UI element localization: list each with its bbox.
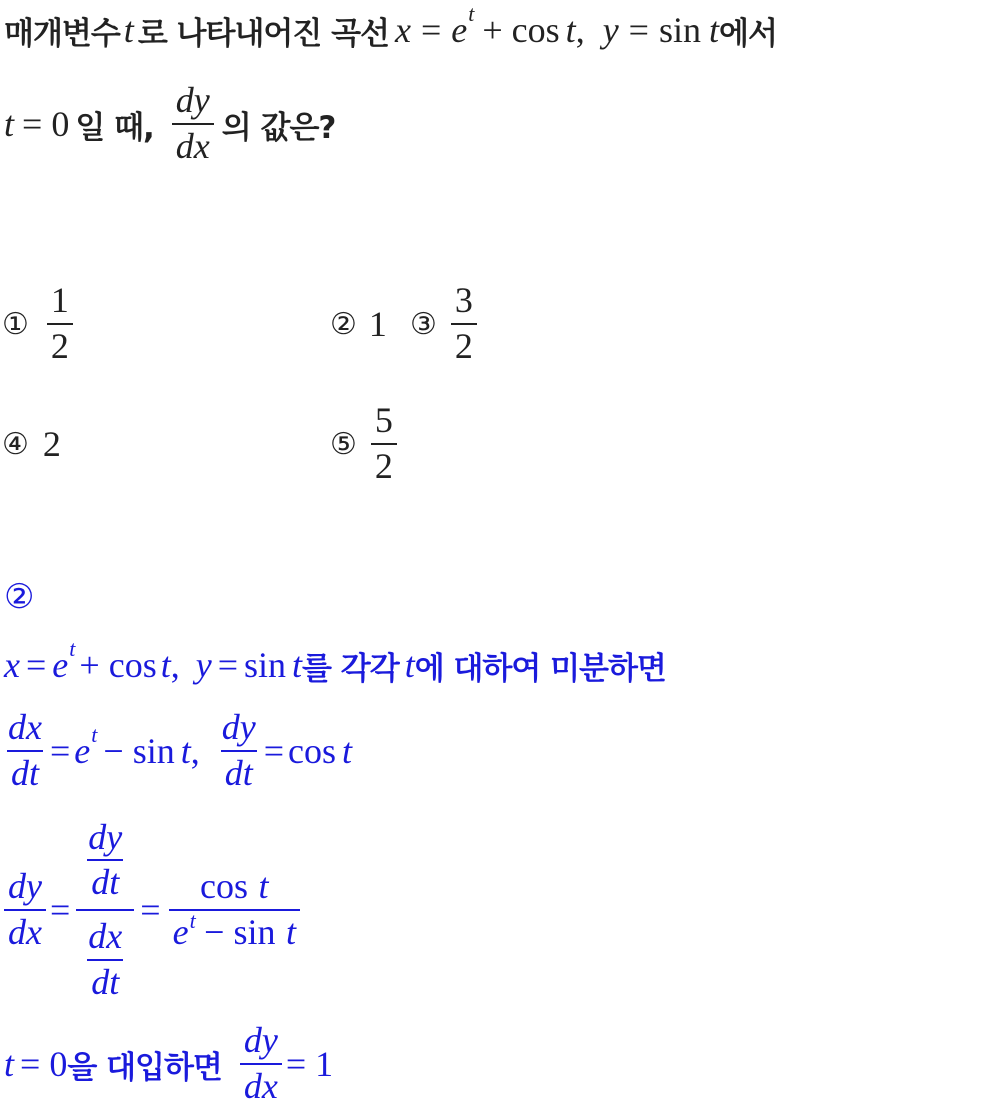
- choice-2[interactable]: [330, 298, 387, 350]
- choice-value: 1: [368, 304, 387, 344]
- choice-3[interactable]: [410, 278, 481, 370]
- choice-value: 2: [42, 424, 61, 464]
- math-equals: =: [49, 731, 71, 771]
- answer-mark-row: [4, 574, 34, 620]
- choice-fraction: $\frac{3}{2}$: [451, 281, 477, 366]
- choice-5[interactable]: [330, 398, 401, 490]
- math-plus-cos: + cos: [482, 10, 560, 50]
- math-equals-zero: = 0: [22, 104, 70, 144]
- math-x: x: [394, 10, 411, 50]
- fraction-dy-dx: $\frac{dy}{dx}$: [4, 867, 46, 952]
- solution-line-4: [4, 1022, 333, 1106]
- math-equals: =: [420, 10, 442, 50]
- choice-fraction: $\frac{1}{2}$: [47, 281, 73, 366]
- math-t: t: [709, 10, 720, 50]
- solution-line-1: [4, 636, 666, 690]
- question-text: 의 값은?: [221, 109, 336, 146]
- math-cos: cos: [288, 731, 337, 771]
- math-t: t: [180, 731, 191, 771]
- math-equals: =: [628, 10, 649, 50]
- math-plus-cos: + cos: [79, 645, 157, 685]
- math-t: t: [404, 645, 415, 685]
- math-equals: =: [217, 645, 239, 685]
- fraction-dy-dt: $\frac{dy}{dt}$: [88, 816, 123, 903]
- math-comma: ,: [575, 10, 585, 50]
- math-comma: ,: [190, 731, 200, 771]
- math-x: x: [4, 645, 20, 685]
- choice-fraction: $\frac{5}{2}$: [371, 401, 397, 486]
- compound-fraction: [76, 818, 134, 1002]
- question-text: 매개변수: [4, 15, 120, 52]
- math-equals: =: [25, 645, 47, 685]
- fraction-dy-dx: $\frac{dy}{dx}$: [172, 81, 214, 166]
- question-text: 에서: [719, 15, 777, 52]
- math-t: t: [292, 645, 303, 685]
- question-line-2: [4, 80, 335, 168]
- math-sin: sin: [244, 645, 287, 685]
- math-equals-zero: = 0: [20, 1044, 68, 1084]
- math-y: y: [602, 10, 619, 50]
- question-text: 일 때,: [75, 109, 154, 146]
- choice-mark: ④: [2, 426, 29, 462]
- math-equals: =: [140, 890, 161, 930]
- fraction-dx-dt: $\frac{dx}{dt}$: [8, 707, 42, 793]
- math-e: e: [52, 645, 69, 685]
- choice-mark: ②: [330, 306, 357, 342]
- choice-1[interactable]: [2, 278, 77, 370]
- question-text: 로 나타내어진 곡선: [137, 15, 389, 52]
- math-equals: =: [263, 731, 285, 771]
- math-equals: =: [49, 890, 71, 930]
- math-comma: ,: [170, 645, 180, 685]
- math-t: t: [160, 645, 171, 685]
- fraction-dy-dt: $\frac{dy}{dt}$: [221, 707, 256, 793]
- choice-mark: ③: [410, 306, 437, 342]
- fraction-dy-dx: $\frac{dy}{dx}$: [240, 1021, 282, 1106]
- solution-line-3: [4, 812, 304, 1008]
- answer-mark: ②: [4, 577, 35, 617]
- math-t: t: [4, 1044, 15, 1084]
- math-sin: sin: [658, 10, 701, 50]
- solution-text: 에 대하여 미분하면: [414, 650, 666, 687]
- fraction-cos-over-e-minus-sin: $\frac{\text{cos t}}{\text{et − sin t}}$: [169, 867, 300, 952]
- math-exponent: t: [468, 1, 475, 26]
- math-t: t: [123, 10, 134, 50]
- math-t: t: [565, 10, 576, 50]
- question-line-1: [4, 1, 777, 54]
- math-exponent: t: [91, 722, 98, 747]
- fraction-dx-dt: $\frac{dx}{dt}$: [88, 916, 123, 1002]
- choice-mark: ①: [2, 306, 29, 342]
- solution-line-2: [4, 706, 352, 796]
- choice-4[interactable]: [2, 418, 61, 470]
- solution-text: 을 대입하면: [67, 1049, 222, 1086]
- math-result: = 1: [285, 1044, 334, 1084]
- math-t: t: [4, 104, 15, 144]
- solution-text: 를 각각: [302, 650, 399, 687]
- choice-mark: ⑤: [330, 426, 357, 462]
- math-e: e: [74, 731, 91, 771]
- math-exponent: t: [69, 636, 76, 661]
- math-minus-sin: − sin: [103, 731, 175, 771]
- math-e: e: [451, 10, 468, 50]
- math-t: t: [342, 731, 353, 771]
- math-y: y: [195, 645, 212, 685]
